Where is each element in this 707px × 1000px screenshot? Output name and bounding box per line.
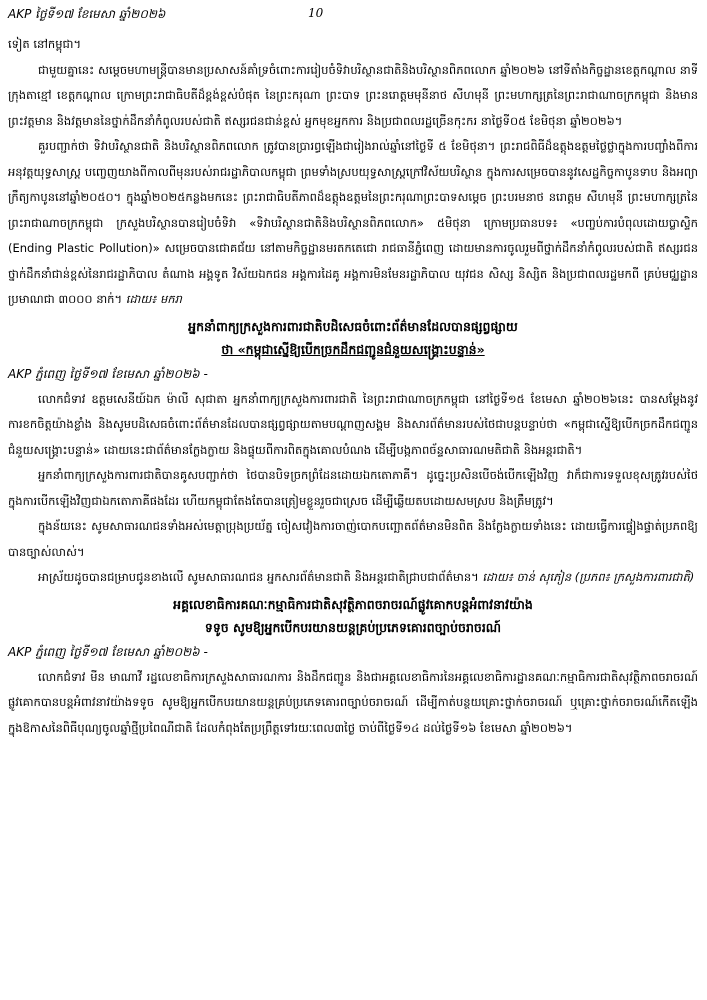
article2-paragraph-1: លោកជំទាវ ឧត្តមសេនីយ៍ឯក ម៉ាលី សុជាតា អ្នកនាំពាក្យក្រសួងការពារជាតិ នៃព្រះរាជាណាចក្រកម្ពុជា នៅថ្ងៃទី១៥ ខែមេសា ឆ្នាំ២០២៦នេះ បានសម្តែងនូវការខកចិត្តយ៉ាងខ្លាំង និងសូមបដិសេធចំពោះព័ត៌មានដែលបានផ្សព្វផ្សាយតាមបណ្តាញសង្គម និងសារព័ត៌មានរបស់ថៃជាបន្តបន្ទាប់ថា «កម្ពុជាស្នើឱ្យបើកច្រកដឹកជញ្ជូនជំនួយសង្គ្រោះបន្ទាន់» ដោយនេះជាព័ត៌មានក្លែងក្លាយ និងផ្ទុយពីការពិតក្នុងគោលបំណង ដើម្បីបង្កភាពច័ន្ទសាធារណមតិជាតិ និងអន្តរជាតិ។ bbox=[8, 391, 698, 457]
article-3 bbox=[8, 593, 698, 742]
article2-paragraph-2: អ្នកនាំពាក្យក្រសួងការពារជាតិបានគូសបញ្ជាក់ថា ថៃបានបិទច្រកព្រំដែនដោយឯកតោភាគី។ ដូច្នេះប្រសិនបើចង់បើកឡើងវិញ វាក៏ជាការទទួលខុសត្រូវរបស់ថៃក្នុងការបើកឡើងវិញជាឯកតោភាគីផងដែរ ហើយកម្ពុជាតែងតែបានត្រៀមខ្លួនរួចជាស្រេច ដើម្បីឆ្លើយតបដោយសមស្រប និងត្រឹមត្រូវ។ bbox=[8, 468, 698, 508]
continuation-text: ទៀត នៅកម្ពុជា។ bbox=[8, 37, 82, 51]
article3-headline bbox=[8, 593, 698, 639]
article1-paragraph-2 bbox=[8, 134, 698, 313]
article3-paragraph-1: លោកជំទាវ មីន មាណាវី រដ្ឋលេខាធិការក្រសួងសាធារណការ និងដឹកជញ្ជូន និងជាអគ្គលេខាធិការនៃអគ្គលេខាធិការដ្ឋានគណៈកម្មាធិការជាតិសុវត្ថិភាពចរាចរណ៍ផ្លូវគោកបានបន្តអំពាវនាវយ៉ាងទទូច សូមឱ្យអ្នកបើកបរយានយន្តគ្រប់ប្រភេទគោរពច្បាប់ចរាចរណ៍ ដើម្បីកាត់បន្ថយគ្រោះថ្នាក់ចរាចរណ៍ ឬគ្រោះថ្នាក់ចរាចរណ៍កើតឡើងក្នុងឱកាសនៃពិធីបុណ្យចូលឆ្នាំថ្មីប្រពៃណីជាតិ ដែលកំពុងតែប្រព្រឹត្តទៅរយៈពេល៣ថ្ងៃ ចាប់ពីថ្ងៃទី១៤ ដល់ថ្ងៃទី១៦ ខែមេសា ឆ្នាំ២០២៦។ bbox=[8, 669, 698, 735]
article1-byline: ដោយ៖ មករា bbox=[125, 292, 182, 306]
article3-dateline: AKP ភ្នំពេញ ថ្ងៃទី១៧ ខែមេសា ឆ្នាំ២០២៦ - bbox=[8, 644, 208, 659]
article2-dateline: AKP ភ្នំពេញ ថ្ងៃទី១៧ ខែមេសា ឆ្នាំ២០២៦ - bbox=[8, 366, 208, 381]
article2-paragraph-4-text: អាស្រ័យដូចបានជម្រាបជូនខាងលើ សូមសាធារណជន អ្នកសារព័ត៌មានជាតិ និងអន្តរជាតិជ្រាបជាព័ត៌មាន។ bbox=[38, 570, 479, 584]
document-body bbox=[8, 32, 698, 741]
article-2 bbox=[8, 315, 698, 591]
article1-paragraph-1: ជាមួយគ្នានេះ សម្តេចមហាមន្ត្រីបានមានប្រសាសន៍គាំទ្រចំពោះការរៀបចំទិវាបរិស្ថានជាតិនិងបរិស្ថានពិភពលោក ឆ្នាំ២០២៦ នៅទីតាំងកិច្ចដ្ឋានខេត្តកណ្តាល នាទីក្រុងតាខ្មៅ ខេត្តកណ្តាល ក្រោមព្រះរាជាធិបតីដ៏ខ្ពង់ខ្ពស់បំផុត នៃព្រះករុណា ព្រះបាទ ព្រះនរោត្តមមុនីនាថ សីហមុនី ព្រះមហាក្សត្រនៃព្រះរាជាណាចក្រកម្ពុជា និងមានព្រះវត្តមាន និងវត្តមាននៃថ្នាក់ដឹកនាំកំពូលរបស់ជាតិ ឥស្សរជនជាន់ខ្ពស់ អ្នកមុខអ្នកការ និងប្រជាពលរដ្ឋច្រើនកុះករ នាថ្ងៃទី០៥ ខែមិថុនា ឆ្នាំ២០២៦។ bbox=[8, 62, 698, 128]
article1-paragraph-2-text: គួរបញ្ជាក់ថា ទិវាបរិស្ថានជាតិ និងបរិស្ថានពិភពលោក ត្រូវបានប្រារព្ធឡើងជារៀងរាល់ឆ្នាំនៅថ្ងៃទី ៥ ខែមិថុនា។ ព្រះរាជពិធីដ៏ឧត្តុងឧត្តមថ្លៃថ្លាក្នុងការបញ្ចាំងពីការអនុវត្តយុទ្ធសាស្ត្រ បញ្ចេញយាងពីកាលពីមុនរបស់រាជរដ្ឋាភិបាលកម្ពុជា ព្រមទាំងស្របយុទ្ធសាស្ត្រក្រៅវិស័យបរិស្ថាន ក្នុងការសម្រេចបាននូវសេដ្ឋកិច្ចកាបូនទាប និងអព្យាក្រឹត្យកាបូននៅឆ្នាំ២០៥០។ ក្នុងឆ្នាំ២០២៥កន្លងមកនេះ ព្រះរាជាធិបតីភាពដ៏ឧត្តុងឧត្តមនៃព្រះករុណាព្រះបាទសម្តេច ព្រះបរមនាថ នរោត្តម សីហមុនី ព្រះមហាក្សត្រនៃព្រះរាជាណាចក្រកម្ពុជា ក្រសួងបរិស្ថានបានរៀបចំទិវា «ទិវាបរិស្ថានជាតិនិងបរិស្ថានពិភពលោក» ៥មិថុនា ក្រោមប្រធានបទ៖ «បញ្ចប់ការបំពុលដោយប្លាស្ទិក (Ending Plastic Pollution)» សម្រេចបានជោគជ័យ នៅតាមកិច្ចដ្ឋានមរតកតេជោ រាជធានីភ្នំពេញ ដោយមានការចូលរួមពីថ្នាក់ដឹកនាំកំពូលរបស់ជាតិ ឥស្សរជន ថ្នាក់ដឹកនាំជាន់ខ្ពស់នៃរាជរដ្ឋាភិបាល តំណាង អង្គទូត វិស័យឯកជន អង្គការដៃគូ អង្គការមិនមែនរដ្ឋាភិបាល យុវជន សិស្ស និស្សិត និងប្រជាពលរដ្ឋមកពី គ្រប់មជ្ឈដ្ឋាន ប្រមាណជា ៣០០០ នាក់។ bbox=[8, 139, 698, 306]
page-number: 10 bbox=[308, 6, 324, 20]
article2-headline-line2: ថា «កម្ពុជាស្នើឱ្យបើកច្រកដឹកជញ្ជូនជំនួយសង្គ្រោះបន្ទាន់» bbox=[221, 341, 485, 357]
article2-headline bbox=[8, 315, 698, 361]
article2-headline-line1: អ្នកនាំពាក្យក្រសួងការពារជាតិបដិសេធចំពោះព័ត៌មានដែលបានផ្សព្វផ្សាយ bbox=[188, 318, 518, 334]
article2-paragraph-3: ក្នុងន័យនេះ សូមសាធារណជនទាំងអស់មេត្តាប្រុងប្រយ័ត្ន ចៀសវៀងការចាញ់បោកបញ្ឆោតព័ត៌មានមិនពិត និងក្លែងក្លាយទាំងនេះ ដោយធ្វើការផ្ទៀងផ្ទាត់ប្រភពឱ្យបានច្បាស់លាស់។ bbox=[8, 519, 698, 559]
article3-headline-line2: ទទូច សូមឱ្យអ្នកបើកបរយានយន្តគ្រប់ប្រភេទគោរពច្បាប់ចរាចរណ៍ bbox=[204, 619, 502, 635]
article2-paragraph-4 bbox=[8, 565, 698, 591]
article3-headline-line1: អគ្គលេខាធិការគណៈកម្មាធិការជាតិសុវត្ថិភាពចរាចរណ៍ផ្លូវគោកបន្តអំពាវនាវយ៉ាង bbox=[173, 596, 533, 612]
article-1 bbox=[8, 58, 698, 313]
running-header: AKP ថ្ងៃទី១៧ ខែមេសា ឆ្នាំ២០២៦ bbox=[8, 7, 166, 21]
article2-byline: ដោយ៖ ចាន់ សុភៀន (ប្រភព៖ ក្រសួងការពារជាតិ) bbox=[482, 570, 695, 584]
